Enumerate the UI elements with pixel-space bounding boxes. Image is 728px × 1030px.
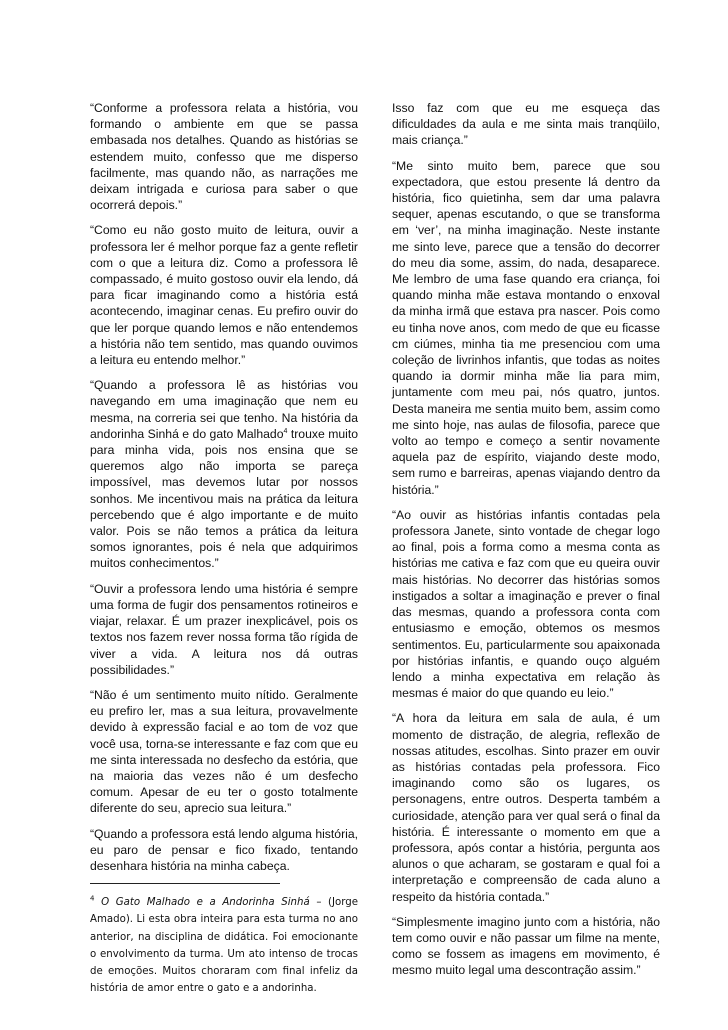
footnote-reference: 4: [283, 427, 288, 435]
footnote-text: – (Jorge Amado). Li esta obra inteira para esta turma no ano anterior, na disciplina de didática. Foi emocionante o envolvimento da turma. Um ato intenso de trocas de emoções. Muitos choraram com final infeliz da história de amor entre o gato e a andorinha.: [90, 897, 359, 995]
left-paragraph-3: [90, 377, 358, 571]
footnote-mark: 4: [90, 894, 95, 903]
right-paragraph-2: “Me sinto muito bem, parece que sou expectadora, que estou presente lá dentro da história, fico quietinha, sem dar uma palavra sequer, apenas escutando, o que se transforma em ‘ver’, na minha imaginação. Neste instante me sinto leve, parece que a tensão do decorrer do meu dia some, assim, do nada, desaparece. Me lembro de uma fase quando era criança, foi quando minha mãe estava montando o enxoval da minha irmã que estava pra nascer. Pois como eu tinha nove anos, com medo de que eu ficasse cm ciúmes, minha tia me presenciou com uma coleção de livrinhos infantis, que todas as noites quando ia dormir minha mãe lia para mim, juntamente com meu pai, nós quatro, juntos. Desta maneira me sentia muito bem, assim como me sinto hoje, nas aulas de filosofia, parece que volto ao tempo e começo a sentir novamente aquela paz de espírito, viajando deste modo, sem rumo e barreiras, apenas viajando dentro da história.”: [392, 158, 660, 497]
right-column: [392, 100, 660, 988]
footnote-book-title: O Gato Malhado e a Andorinha Sinhá: [101, 897, 310, 909]
right-paragraph-3: “Ao ouvir as histórias infantis contadas pela professora Janete, sinto vontade de chegar logo ao final, pois a forma como a mesma conta as histórias me cativa e faz com que eu queira ouvir mais histórias. No decorrer das histórias somos instigados a soltar a imaginação e prever o final das mesmas, quando a professora conta com entusiasmo e emoção, obtemos os mesmos sentimentos. Eu, particularmente sou apaixonada por histórias infantis, e quando ouço alguém lendo a minha expectativa em relação às mesmas é maior do que quando eu leio.”: [392, 507, 660, 701]
footnote: [90, 894, 358, 997]
footnote-separator: [90, 883, 280, 884]
left-paragraph-1: “Conforme a professora relata a história, vou formando o ambiente em que se passa embasada nos detalhes. Quando as histórias se estendem muito, confesso que me disperso facilmente, mas quando não, as narrações me deixam intrigada e curiosa para saber o que ocorrerá depois.”: [90, 101, 358, 213]
right-paragraph-4: “A hora da leitura em sala de aula, é um momento de distração, de alegria, reflexão de nossas atitudes, escolhas. Sinto prazer em ouvir as histórias contadas pela professora. Fico imaginando como são os lugares, os personagens, entre outros. Desperta também a curiosidade, atenção para ver qual será o final da história. É interessante o momento em que a professora, após contar a história, pergunta aos alunos o que acharam, se gostaram e qual foi a interpretação e compreensão de cada aluno a respeito da história contada.”: [392, 711, 660, 904]
left-paragraph-4: “Ouvir a professora lendo uma história é sempre uma forma de fugir dos pensamentos rotineiros e viajar, relaxar. É um prazer inexplicável, pois os textos nos fazem rever nossa forma tão rígida de viver a vida. A leitura nos dá outras possibilidades.”: [90, 581, 358, 677]
right-paragraph-5: “Simplesmente imagino junto com a história, não tem como ouvir e não passar um filme na mente, como se fossem as imagens em movimento, é mesmo muito legal uma descontração assim.”: [392, 914, 660, 978]
left-paragraph-3-end: trouxe muito para minha vida, pois nos ensina que se queremos algo não importa se pareça impossível, mas devemos lutar por nossos sonhos. Me incentivou mais na prática da leitura percebendo que é algo importante e de muito valor. Pois se não temos a prática da leitura somos ignorantes, pois é nela que adquirimos muitos conhecimentos.”: [90, 426, 359, 571]
left-paragraph-5: “Não é um sentimento muito nítido. Geralmente eu prefiro ler, mas a sua leitura, provavelmente devido à expressão facial e ao tom de voz que você usa, torna-se interessante e faz com que eu me sinta interessada no desfecho da estória, que na maioria das vezes não é um desfecho comum. Apesar de eu ter o gosto totalmente diferente do seu, aprecio sua leitura.”: [90, 687, 358, 816]
left-column: [90, 100, 358, 997]
right-paragraph-1: Isso faz com que eu me esqueça das dificuldades da aula e me sinta mais tranqüilo, mais criança.”: [392, 101, 660, 148]
left-paragraph-3-start: “Quando a professora lê as histórias vou navegando em uma imaginação que nem eu mesma, na correria sei que tenho. Na história da andorinha Sinhá e do gato Malhado: [90, 378, 358, 441]
left-paragraph-2: “Como eu não gosto muito de leitura, ouvir a professora ler é melhor porque faz a gente refletir com o que a leitura diz. Como a professora lê compassado, é muito gostoso ouvir ela lendo, dá para ficar imaginando como a história está acontecendo, imaginar cenas. Eu prefiro ouvir do que ler porque quando lemos e não entendemos a história não tem sentido, mas quando ouvimos a leitura eu entendo melhor.”: [90, 223, 358, 368]
left-paragraph-6: “Quando a professora está lendo alguma história, eu paro de pensar e fico fixado, tentando desenhara história na minha cabeça.: [90, 826, 358, 873]
